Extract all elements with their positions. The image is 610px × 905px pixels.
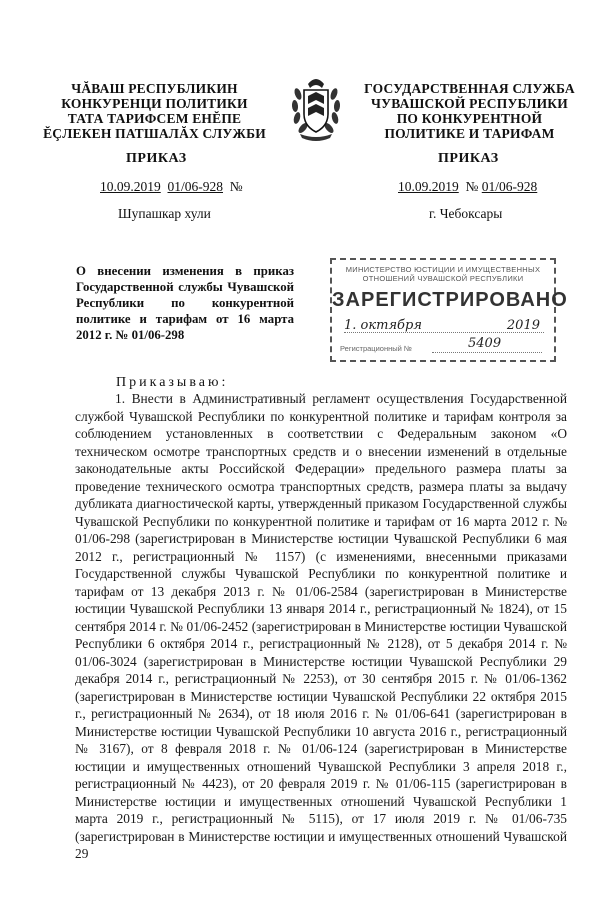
stamp-org-line: ОТНОШЕНИЙ ЧУВАШСКОЙ РЕСПУБЛИКИ	[362, 274, 524, 283]
stamp-org-line: МИНИСТЕРСТВО ЮСТИЦИИ И ИМУЩЕСТВЕННЫХ	[345, 265, 541, 274]
order-directive-word: Приказываю:	[116, 375, 229, 390]
stamp-number-line	[432, 352, 542, 353]
stamp-registered-text: ЗАРЕГИСТРИРОВАНО	[332, 289, 568, 311]
stamp-date-line	[344, 332, 544, 334]
header-left-line: ТАТА ТАРИФСЕМ ЕНĔПЕ	[67, 111, 242, 126]
stamp-reg-number: 5409	[468, 336, 502, 351]
city-right: г. Чебоксары	[429, 206, 503, 221]
header-left-line: КОНКУРЕНЦИ ПОЛИТИКИ	[61, 96, 248, 111]
header-right-line: ПОЛИТИКЕ И ТАРИФАМ	[384, 126, 555, 141]
order-number-right: 01/06-928	[481, 179, 538, 194]
header-left-line: ĔÇЛЕКЕН ПАТШАЛĂХ СЛУЖБИ	[43, 126, 266, 141]
order-date-number-right	[398, 179, 537, 195]
header-left-chuvash	[42, 81, 267, 141]
header-right-russian	[352, 81, 587, 141]
number-sign-right: №	[465, 179, 479, 194]
order-title-left: ПРИКАЗ	[126, 151, 187, 166]
number-sign-left: №	[229, 179, 243, 194]
order-number-left: 01/06-928	[167, 179, 223, 194]
stamp-organization	[332, 265, 554, 283]
order-date-right: 10.09.2019	[398, 179, 459, 194]
city-left: Шупашкар хули	[118, 206, 211, 221]
header-left-line: ЧĂВАШ РЕСПУБЛИКИН	[71, 81, 238, 96]
coat-of-arms-icon	[288, 74, 344, 144]
registration-stamp	[330, 258, 568, 362]
header-right-line: ПО КОНКУРЕНТНОЙ	[396, 111, 543, 126]
header-right-line: ЧУВАШСКОЙ РЕСПУБЛИКИ	[371, 96, 568, 111]
stamp-date-text: 1. октября	[344, 318, 422, 333]
order-body	[75, 390, 567, 863]
order-date-left: 10.09.2019	[100, 179, 161, 194]
header-right-line: ГОСУДАРСТВЕННАЯ СЛУЖБА	[364, 81, 575, 96]
order-title-right: ПРИКАЗ	[438, 151, 499, 166]
stamp-reg-label: Регистрационный №	[340, 344, 412, 353]
order-date-number-left	[100, 179, 243, 195]
order-paragraph-1: 1. Внести в Административный регламент осуществления Государственной службой Чувашской Республики по конкурентной политике и тарифам контроля за соблюдением установленных в соответствии с Федеральным законом «О техническом осмотре транспортных средств и о внесении изменений в отдельные законодательные акты Российской Федерации» предельного размера платы за проведение технического осмотра транспортных средств, размера платы за выдачу дубликата диагностической карты, утвержденный приказом Государственной службы Чувашской Республики по конкурентной политике и тарифам от 16 марта 2012 г. № 01/06-298 (зарегистрирован в Министерстве юстиции Чувашской Республики 6 мая 2012 г., регистрационный № 1157) (с изменениями, внесенными приказами Государственной службы Чувашской Республики по конкурентной политике и тарифам от 13 декабря 2013 г. № 01/06-2584 (зарегистрирован в Министерстве юстиции Чувашской Республики 13 января 2014 г., регистрационный № 1824), от 15 сентября 2014 г. № 01/06-2452 (зарегистрирован в Министерстве юстиции Чувашской Республики 6 октября 2014 г., регистрационный № 2128), от 5 декабря 2014 г. № 01/06-3024 (зарегистрирован в Министерстве юстиции Чувашской Республики 29 декабря 2014 г., регистрационный № 2253), от 30 сентября 2015 г. № 01/06-1362 (зарегистрирован в Министерстве юстиции Чувашской Республики 22 октября 2015 г., регистрационный № 2634), от 18 июля 2016 г. № 01/06-641 (зарегистрирован в Министерстве юстиции Чувашской Республики 10 августа 2016 г., регистрационный № 3167), от 8 февраля 2018 г. № 01/06-124 (зарегистрирован в Министерстве юстиции и имущественных отношений Чувашской Республики 3 апреля 2018 г., регистрационный № 4423), от 20 февраля 2019 г. № 01/06-115 (зарегистрирован в Министерстве юстиции и имущественных отношений Чувашской Республики 1 марта 2019 г., регистрационный № 5115), от 17 июля 2019 г. № 01/06-735 (зарегистрирован в Министерстве юстиции и имущественных отношений Чувашской 29	[75, 391, 567, 861]
stamp-handwritten-date	[344, 318, 544, 333]
stamp-year-text: 2019	[506, 318, 540, 333]
order-subject: О внесении изменения в приказ Государственной службы Чувашской Республики по конкурентной политике и тарифам от 16 марта 2012 г. № 01/06-298	[76, 264, 294, 342]
